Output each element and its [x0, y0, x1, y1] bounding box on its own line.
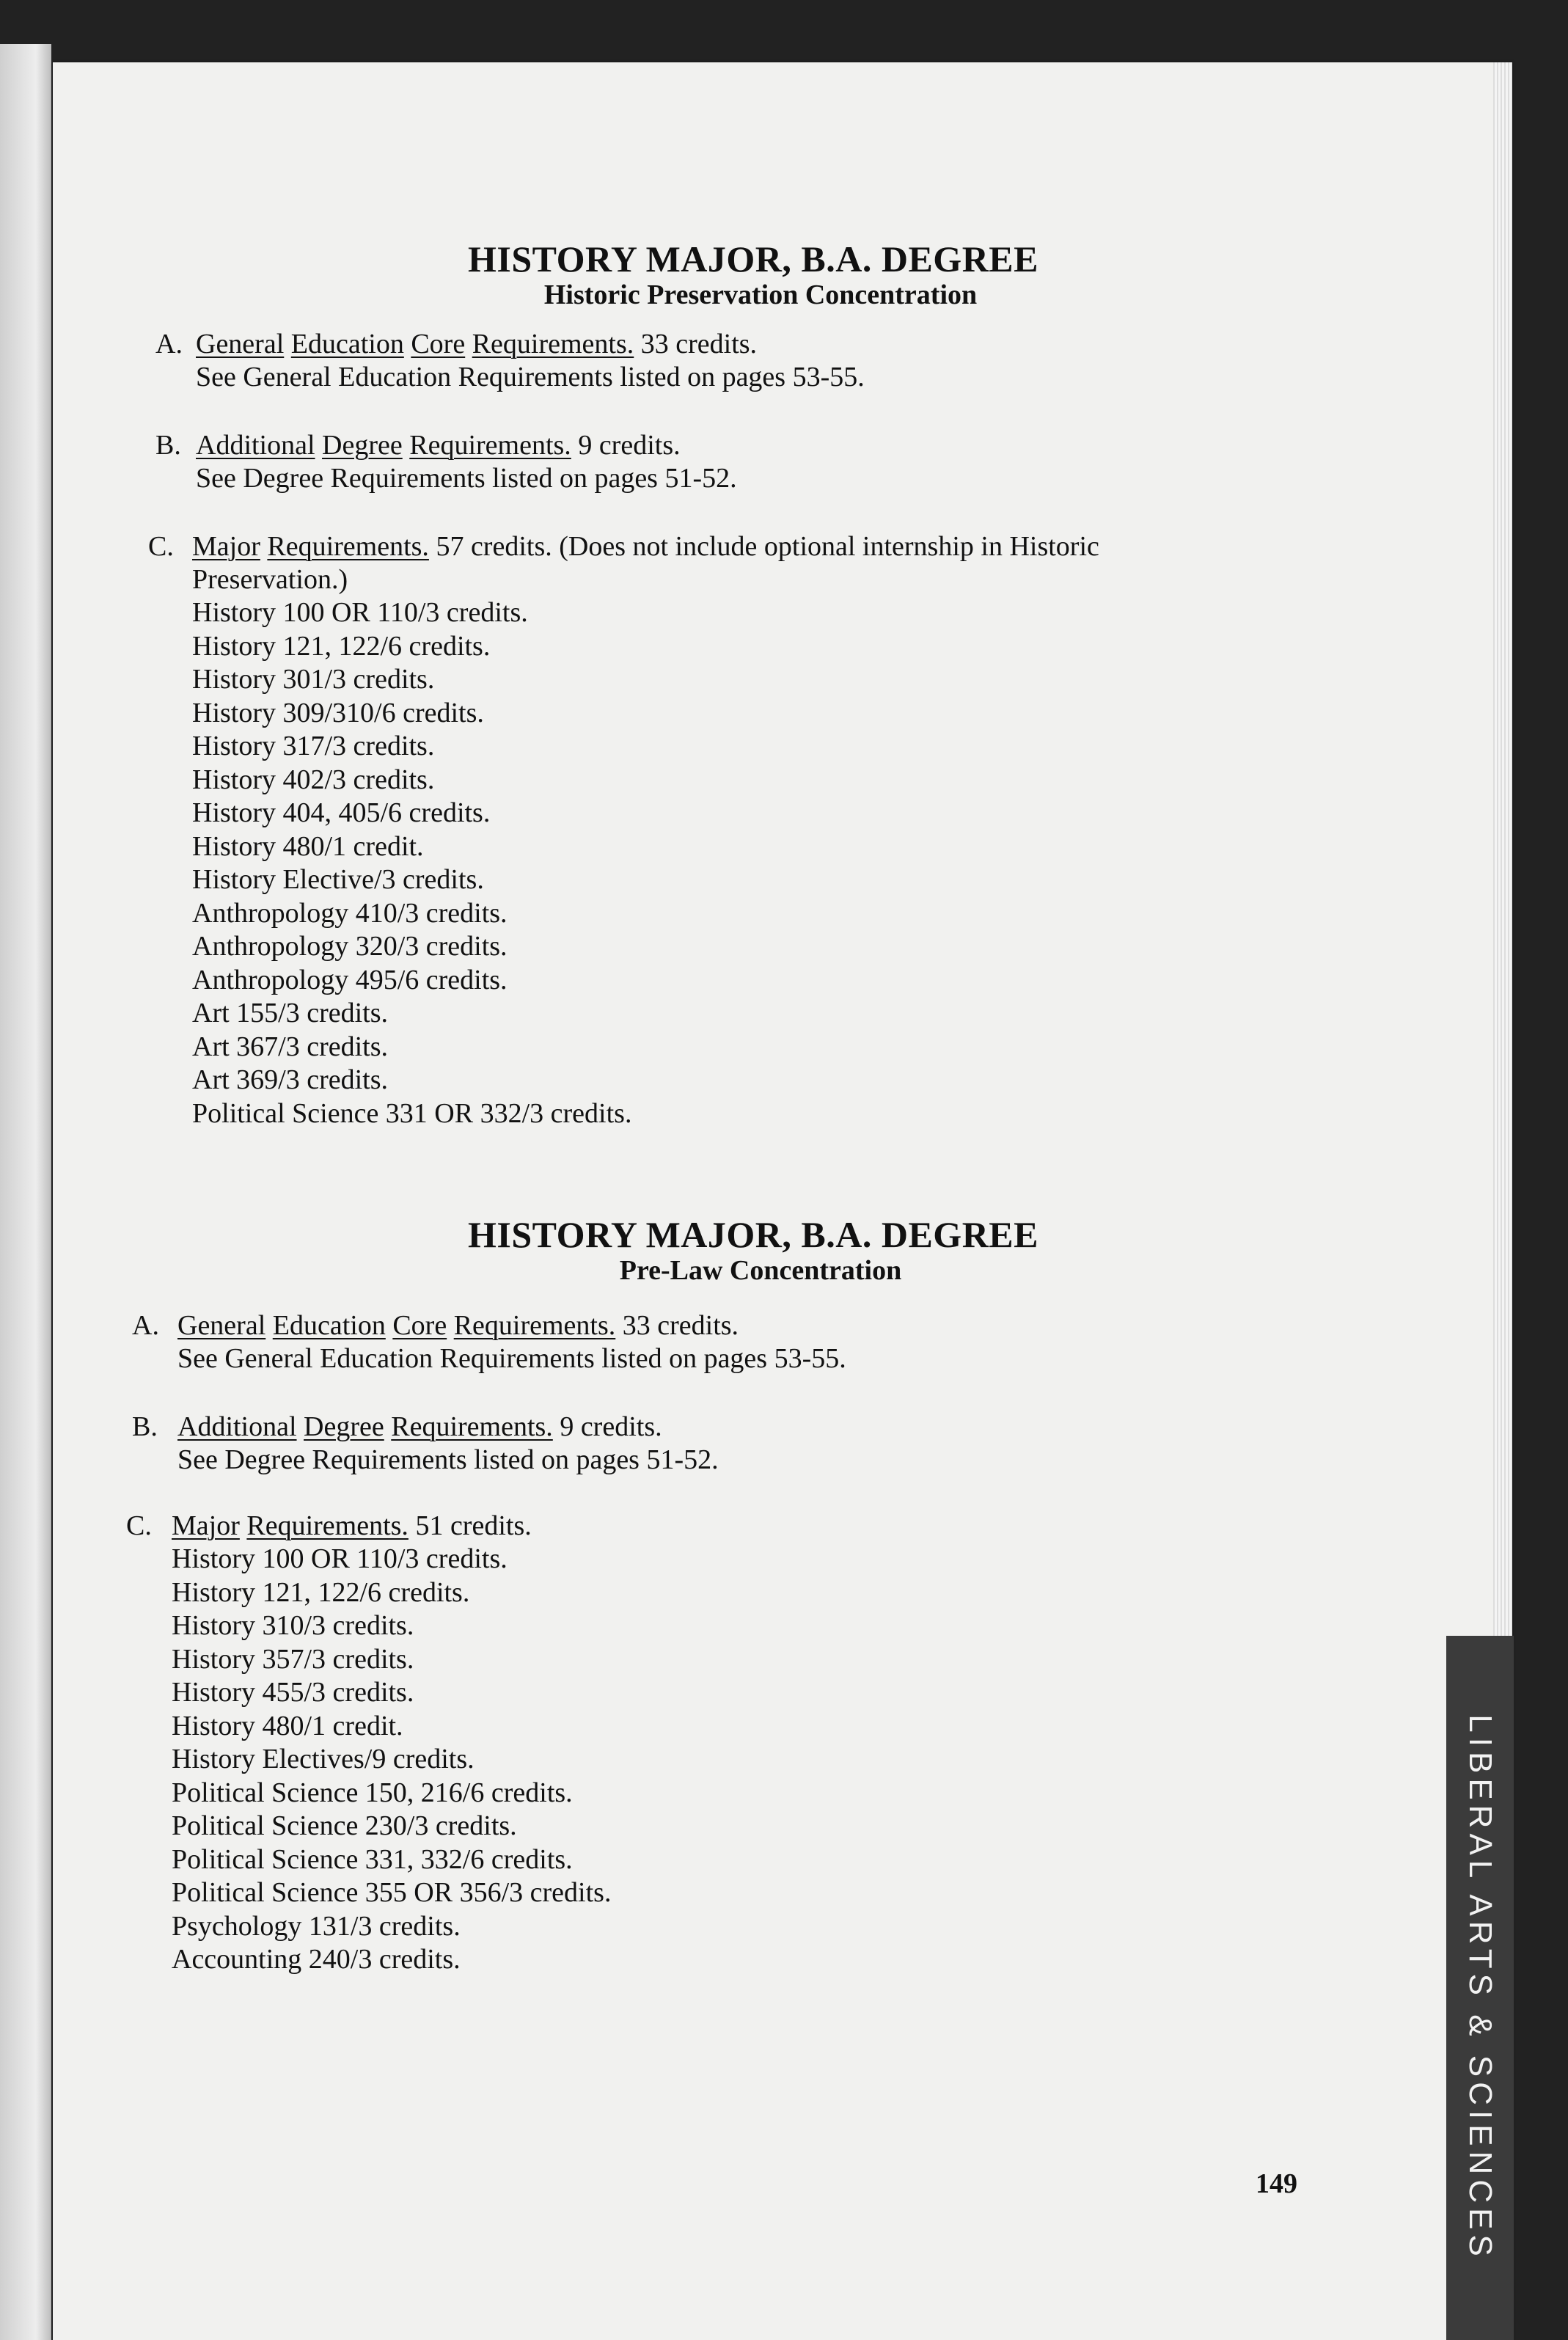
req-credits: 33 credits.: [640, 329, 758, 359]
course-item: History Electives/9 credits.: [172, 1744, 475, 1774]
req-continuation: Preservation.): [192, 564, 348, 595]
req-title-word: Additional: [177, 1411, 297, 1442]
req-title-word: Requirements.: [409, 430, 571, 461]
course-item: Political Science 331, 332/6 credits.: [172, 1843, 573, 1875]
requirement-c: [148, 530, 1410, 1161]
requirement-b: [132, 1411, 1379, 1484]
catalog-page: [53, 62, 1512, 2340]
requirement-a: [155, 328, 1402, 401]
course-item: History 301/3 credits.: [192, 664, 435, 695]
requirement-letter: B.: [155, 430, 181, 461]
course-item: Political Science 230/3 credits.: [172, 1810, 517, 1841]
req-note: See General Education Requirements listed on pages 53-55.: [196, 362, 865, 392]
course-item: Anthropology 495/6 credits.: [192, 964, 508, 995]
req-title-word: Requirements.: [267, 531, 429, 562]
req-title-word: Degree: [322, 430, 403, 461]
req-title-word: Core: [411, 329, 466, 359]
req-title-word: Degree: [304, 1411, 384, 1442]
course-item: History 402/3 credits.: [192, 764, 435, 795]
req-credits: 9 credits.: [578, 430, 681, 461]
req-title-word: Education: [290, 329, 404, 359]
requirement-a: [132, 1309, 1379, 1383]
req-title-word: Additional: [196, 430, 315, 461]
req-title-word: Requirements.: [391, 1411, 553, 1442]
section-title: HISTORY MAJOR, B.A. DEGREE: [467, 238, 1038, 279]
section-title: HISTORY MAJOR, B.A. DEGREE: [467, 1214, 1038, 1255]
course-item: History 100 OR 110/3 credits.: [172, 1543, 508, 1574]
section-subtitle: Historic Preservation Concentration: [543, 279, 978, 310]
course-list: [172, 1543, 611, 1977]
requirement-letter: A.: [132, 1310, 159, 1341]
historic-preservation-section: [53, 238, 1512, 310]
course-item: History 480/1 credit.: [192, 830, 424, 862]
requirement-c: [126, 1510, 1388, 2008]
course-item: History 357/3 credits.: [172, 1643, 414, 1675]
req-credits: 9 credits.: [560, 1411, 662, 1442]
req-note: See Degree Requirements listed on pages 51-52.: [196, 463, 737, 494]
course-item: Accounting 240/3 credits.: [172, 1944, 461, 1975]
req-title-word: Requirements.: [472, 329, 634, 359]
course-item: Psychology 131/3 credits.: [172, 1910, 461, 1942]
req-title-word: Education: [272, 1310, 386, 1341]
req-note: See Degree Requirements listed on pages 51-52.: [177, 1444, 719, 1475]
requirement-letter: A.: [155, 329, 183, 359]
course-item: History 309/310/6 credits.: [192, 697, 484, 728]
requirement-letter: B.: [132, 1411, 158, 1442]
course-item: Art 155/3 credits.: [192, 998, 389, 1028]
req-title-word: Requirements.: [453, 1310, 616, 1341]
course-item: History 100 OR 110/3 credits.: [192, 597, 528, 628]
page-number: 149: [1256, 2168, 1297, 2199]
course-item: History 121, 122/6 credits.: [172, 1576, 470, 1608]
section-tab: [1446, 1636, 1514, 2340]
requirement-b: [155, 429, 1402, 502]
course-item: History 480/1 credit.: [172, 1710, 403, 1741]
course-item: History Elective/3 credits.: [192, 864, 484, 895]
req-title-word: General: [177, 1310, 266, 1341]
course-item: Art 367/3 credits.: [192, 1031, 389, 1062]
req-title-word: Major: [172, 1510, 240, 1541]
course-item: History 404, 405/6 credits.: [192, 797, 491, 828]
course-list: [192, 596, 1099, 1130]
pre-law-section: [53, 1214, 1512, 1286]
course-item: Art 369/3 credits.: [192, 1064, 389, 1095]
req-note: See General Education Requirements listed on pages 53-55.: [177, 1343, 846, 1374]
course-item: History 310/3 credits.: [172, 1610, 414, 1641]
course-item: History 455/3 credits.: [172, 1677, 414, 1708]
course-item: History 317/3 credits.: [192, 731, 435, 761]
course-item: History 121, 122/6 credits.: [192, 630, 491, 662]
req-title-word: General: [196, 329, 285, 359]
previous-page-edge: [0, 44, 51, 2340]
course-item: Political Science 150, 216/6 credits.: [172, 1777, 573, 1808]
requirement-letter: C.: [126, 1510, 152, 1541]
req-title-word: Core: [392, 1310, 447, 1341]
course-item: Political Science 355 OR 356/3 credits.: [172, 1877, 612, 1908]
section-tab-label: LIBERAL ARTS & SCIENCES: [1462, 1714, 1498, 2262]
course-item: Political Science 331 OR 332/3 credits.: [192, 1097, 632, 1129]
section-subtitle: Pre-Law Concentration: [619, 1255, 902, 1286]
course-item: Anthropology 320/3 credits.: [192, 931, 508, 962]
req-credits: 33 credits.: [622, 1310, 739, 1341]
req-credits: 57 credits. (Does not include optional internship in Historic: [436, 531, 1099, 562]
course-item: Anthropology 410/3 credits.: [192, 897, 508, 929]
req-credits: 51 credits.: [415, 1510, 532, 1541]
requirement-letter: C.: [148, 531, 174, 562]
req-title-word: Requirements.: [246, 1510, 409, 1541]
req-title-word: Major: [192, 531, 260, 562]
